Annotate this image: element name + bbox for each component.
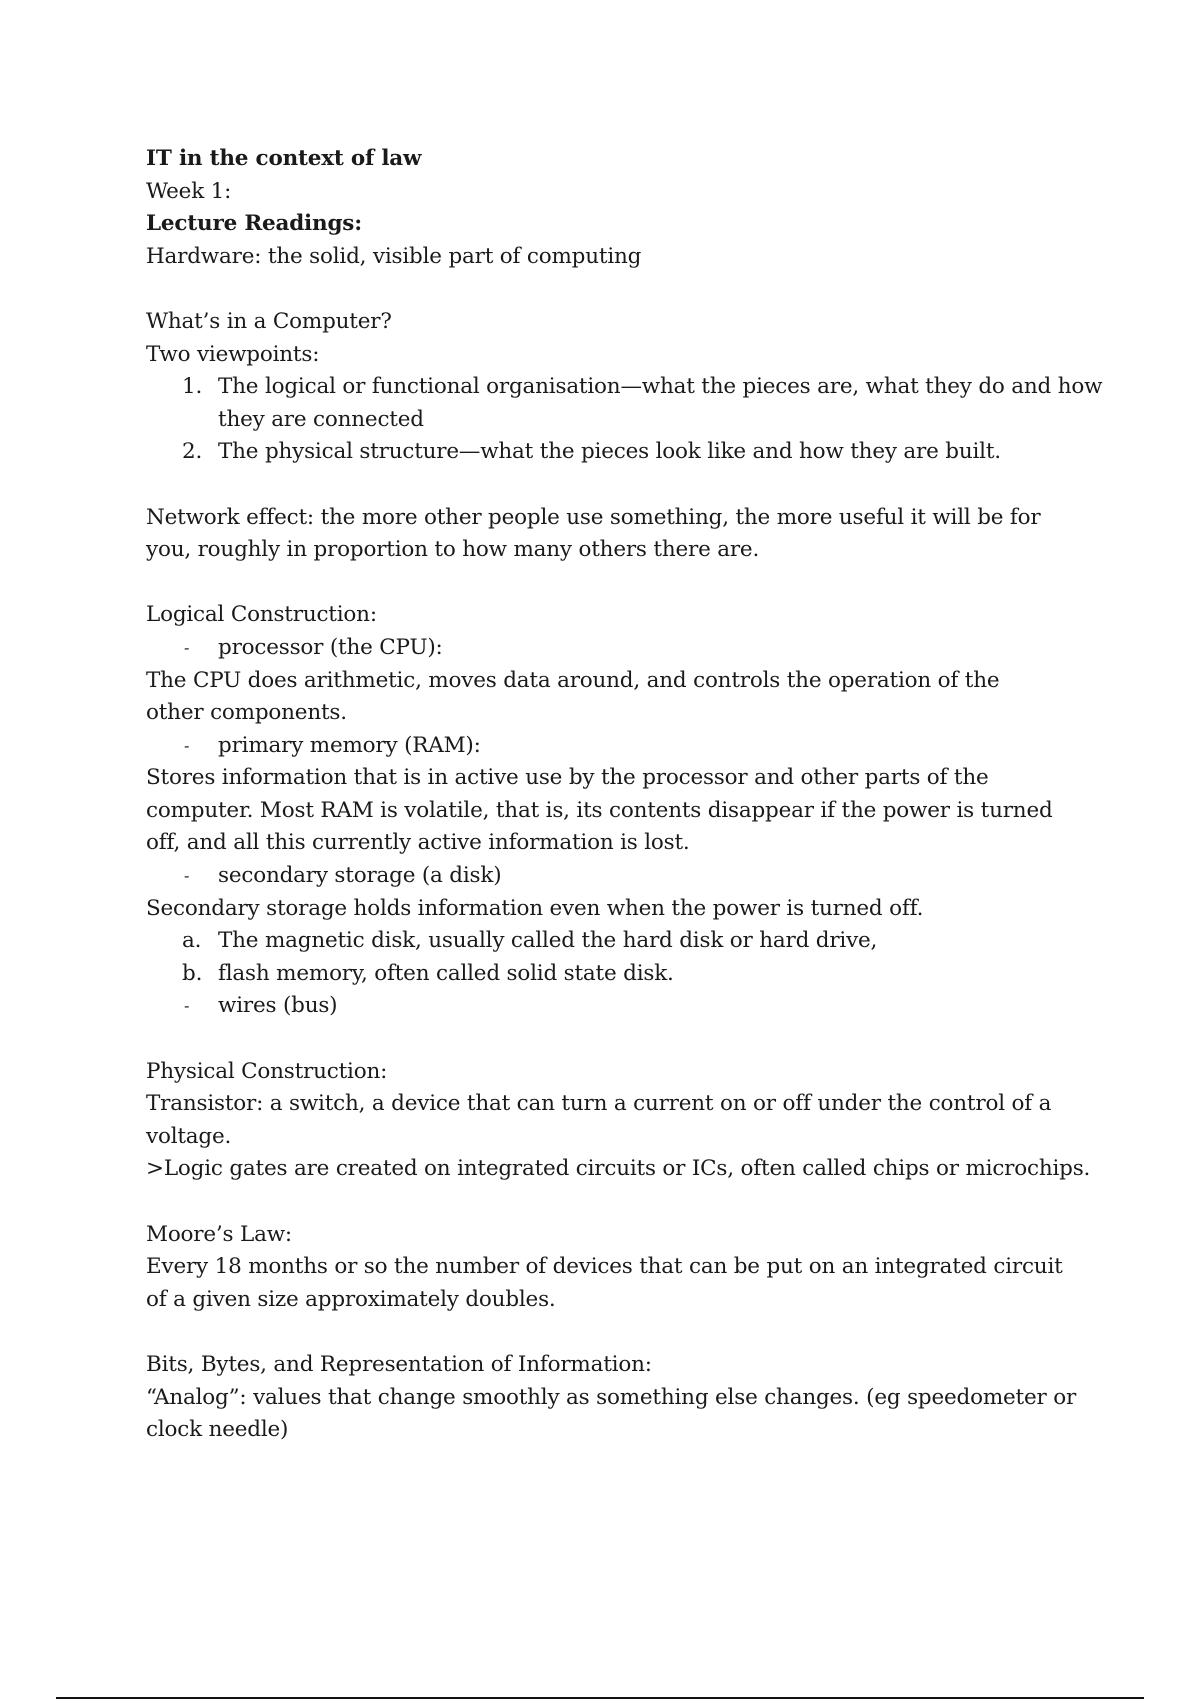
spacer — [146, 469, 1106, 502]
moores-law-heading: Moore’s Law: — [146, 1221, 292, 1247]
list-item-text: secondary storage (a disk) — [218, 863, 502, 889]
list-item-text: flash memory, often called solid state disk. — [218, 960, 674, 986]
list-marker: a. — [182, 928, 202, 954]
bullet-marker: - — [184, 735, 190, 755]
logical-construction-heading: Logical Construction: — [146, 602, 377, 628]
list-item-text: wires (bus) — [218, 993, 338, 1019]
list-item — [146, 990, 1106, 1023]
viewpoints-label: Two viewpoints: — [146, 341, 320, 367]
section-heading: Lecture Readings: — [146, 211, 362, 237]
storage-paragraph: Secondary storage holds information even when the power is turned off. — [146, 895, 924, 921]
spacer — [146, 1023, 1106, 1056]
list-item — [146, 860, 1106, 893]
list-item-text: The logical or functional organisation—what the pieces are, what they do and how they are connected — [218, 374, 1103, 432]
network-effect-paragraph: Network effect: the more other people use something, the more useful it will be for you, roughly in proportion to how many others there are. — [146, 504, 1041, 563]
physical-construction-heading: Physical Construction: — [146, 1058, 388, 1084]
list-item-text: processor (the CPU): — [218, 634, 443, 660]
list-item-text: primary memory (RAM): — [218, 732, 481, 758]
spacer — [146, 1186, 1106, 1219]
list-item — [146, 925, 1106, 958]
document-title: IT in the context of law — [146, 146, 422, 171]
list-marker: 1. — [182, 374, 203, 400]
computer-question: What’s in a Computer? — [146, 308, 392, 334]
bits-bytes-heading: Bits, Bytes, and Representation of Information: — [146, 1351, 652, 1377]
list-item — [146, 371, 1106, 436]
spacer — [146, 567, 1106, 600]
bullet-marker: - — [184, 866, 190, 886]
transistor-paragraph: Transistor: a switch, a device that can turn a current on or off under the control of a voltage. — [146, 1091, 1052, 1149]
list-item — [146, 436, 1106, 469]
ram-paragraph: Stores information that is in active use by the processor and other parts of the computer. Most RAM is volatile, that is, its contents disappear if the power is turned off, and all this currently active information is lost. — [146, 765, 1053, 856]
list-marker: 2. — [182, 439, 203, 465]
hardware-line: Hardware: the solid, visible part of computing — [146, 243, 642, 269]
spacer — [146, 1316, 1106, 1349]
list-item-text: The physical structure—what the pieces look like and how they are built. — [218, 439, 1001, 465]
footer-divider — [56, 1697, 1144, 1699]
list-marker: b. — [182, 960, 203, 986]
list-item — [146, 632, 1106, 665]
moores-law-paragraph: Every 18 months or so the number of devices that can be put on an integrated circuit of a given size approximately doubles. — [146, 1254, 1063, 1312]
bullet-marker: - — [184, 637, 190, 657]
spacer — [146, 273, 1106, 306]
analog-paragraph: “Analog”: values that change smoothly as something else changes. (eg speedometer or clock needle) — [146, 1384, 1077, 1443]
document-page — [146, 143, 1106, 1447]
bullet-marker: - — [184, 996, 190, 1016]
week-label: Week 1: — [146, 178, 232, 204]
logic-gates-paragraph: >Logic gates are created on integrated circuits or ICs, often called chips or microchips. — [146, 1156, 1091, 1182]
list-item — [146, 730, 1106, 763]
list-item-text: The magnetic disk, usually called the hard disk or hard drive, — [218, 928, 878, 954]
cpu-paragraph: The CPU does arithmetic, moves data around, and controls the operation of the other components. — [146, 667, 1000, 726]
list-item — [146, 958, 1106, 991]
